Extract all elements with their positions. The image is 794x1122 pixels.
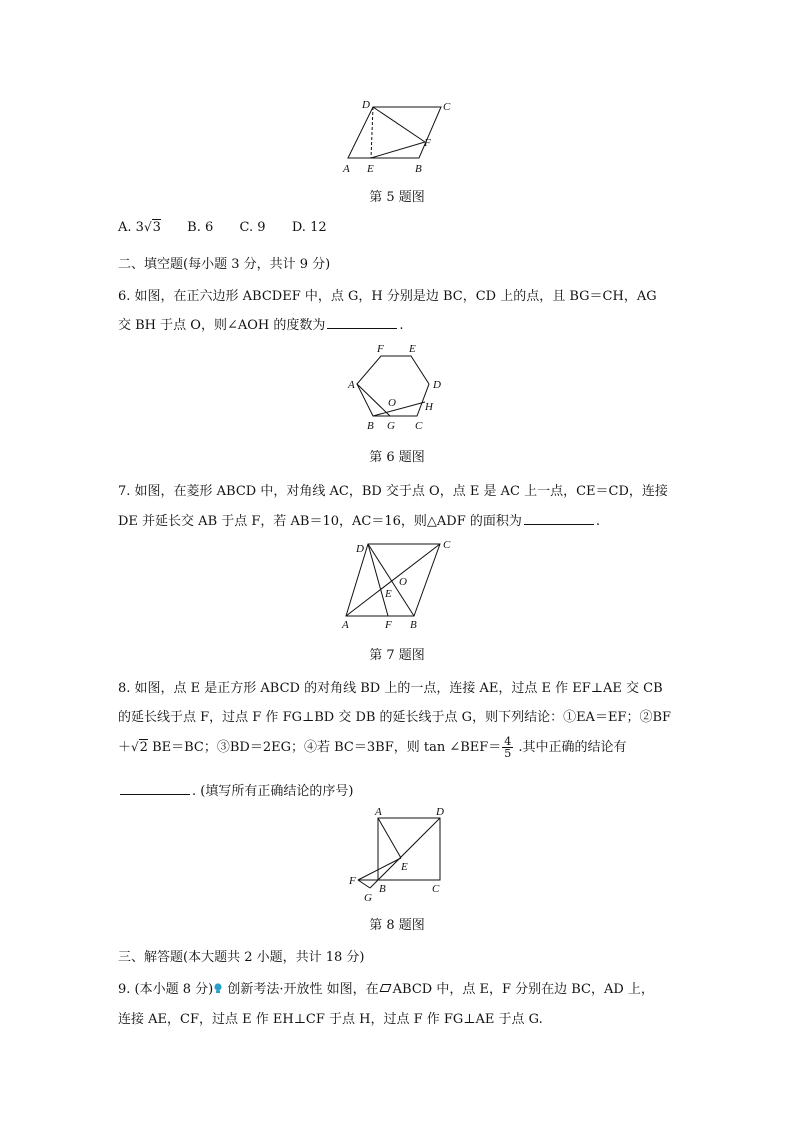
q9-tag: 创新考法·开放性 (227, 982, 323, 997)
fig8-label-A: A (375, 806, 382, 818)
fig8-label-F: F (349, 875, 356, 887)
q8-line-3: ＋√2 BE＝BC；③BD＝2EG；④若 BC＝3BF，则 tan ∠BEF＝ $\frac{4}{5}$ .其中正确的结论有 (118, 735, 627, 760)
section-3-heading: 三、解答题(本大题共 2 小题，共计 18 分) (118, 950, 365, 965)
fig7-label-D: D (356, 543, 364, 555)
fig8-label-E: E (401, 861, 408, 873)
fig7-label-C: C (443, 539, 451, 551)
fig6-caption: 第 6 题图 (369, 450, 425, 465)
lightbulb-icon (213, 983, 223, 994)
figure-8 (346, 804, 456, 908)
fig5-label-F: F (424, 137, 431, 149)
fig8-label-B: B (379, 883, 386, 895)
q6-answer-blank[interactable] (327, 316, 397, 329)
fig6-label-C: C (415, 420, 423, 432)
fig6-label-A: A (348, 379, 355, 391)
q8-line-2: 的延长线于点 F，过点 F 作 FG⊥BD 交 DB 的延长线于点 G，则下列结论：①EA＝EF；②BF (118, 710, 672, 725)
fig6-label-O: O (388, 397, 396, 409)
q7-line-2: DE 并延长交 AB 于点 F，若 AB＝10，AC＝16，则△ADF 的面积为 . (118, 514, 600, 529)
q5-option-d: D. 12 (291, 220, 327, 235)
q8-answer-blank[interactable] (120, 782, 190, 795)
fig5-label-D: D (362, 99, 370, 111)
fig8-caption: 第 8 题图 (369, 918, 425, 933)
q5-option-b: B. 6 (187, 220, 214, 235)
fig8-label-G: G (364, 892, 372, 904)
q8-fraction: $\frac{4}{5}$ (504, 735, 512, 760)
q5-options (118, 220, 678, 235)
fig5-label-E: E (367, 163, 374, 175)
fig5-label-B: B (415, 163, 422, 175)
fig7-label-O: O (399, 576, 407, 588)
parallelogram-symbol-icon (379, 984, 391, 992)
figure-7 (338, 536, 458, 632)
q5-option-c: C. 9 (239, 220, 266, 235)
fig6-label-F: F (377, 343, 384, 355)
fig5-label-A: A (343, 163, 350, 175)
fig6-label-B: B (367, 420, 374, 432)
q6-line-2: 交 BH 于点 O，则∠AOH 的度数为 . (118, 318, 404, 333)
fig8-label-C: C (432, 883, 440, 895)
figure-6 (345, 340, 449, 434)
fig5-label-C: C (443, 101, 451, 113)
q9-line-1: 9. (本小题 8 分) 创新考法·开放性 如图，在 ABCD 中，点 E，F 分别在边 BC，AD 上， (118, 982, 654, 997)
fig7-label-A: A (342, 619, 349, 631)
q5-option-a: A. 3√3 (118, 220, 161, 235)
fig7-label-E: E (385, 588, 392, 600)
figure-5 (340, 100, 450, 178)
fig7-caption: 第 7 题图 (369, 648, 425, 663)
q8-line-4: . (填写所有正确结论的序号) (118, 780, 678, 799)
q6-line-1: 6. 如图，在正六边形 ABCDEF 中，点 G，H 分别是边 BC，CD 上的点，且 BG＝CH，AG (118, 289, 657, 304)
fig6-label-E: E (409, 343, 416, 355)
section-2-heading: 二、填空题(每小题 3 分，共计 9 分) (118, 257, 331, 272)
q8-line-1: 8. 如图，点 E 是正方形 ABCD 的对角线 BD 上的一点，连接 AE，过点 E 作 EF⊥AE 交 CB (118, 681, 663, 696)
fig5-caption: 第 5 题图 (369, 190, 425, 205)
fig6-label-D: D (433, 379, 441, 391)
fig7-label-F: F (385, 619, 392, 631)
q7-answer-blank[interactable] (524, 512, 594, 525)
fig8-label-D: D (436, 806, 444, 818)
fig7-label-B: B (410, 619, 417, 631)
q7-line-1: 7. 如图，在菱形 ABCD 中，对角线 AC，BD 交于点 O，点 E 是 AC 上一点，CE＝CD，连接 (118, 484, 668, 499)
fig6-label-H: H (425, 401, 433, 413)
fig6-label-G: G (387, 420, 395, 432)
q9-line-2: 连接 AE，CF，过点 E 作 EH⊥CF 于点 H，过点 F 作 FG⊥AE 于点 G. (118, 1012, 543, 1027)
